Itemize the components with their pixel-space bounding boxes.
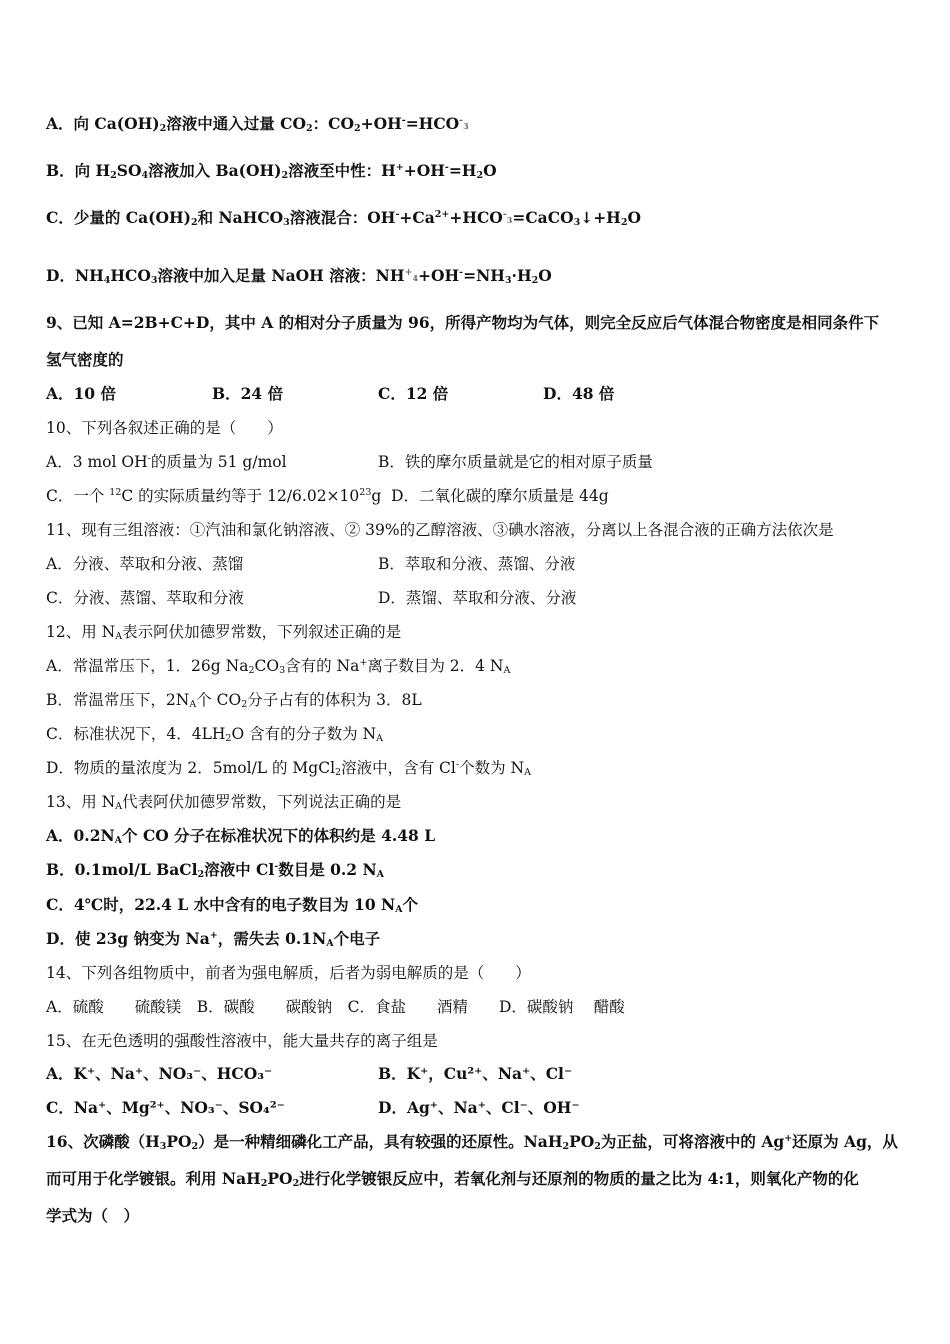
q11-option-d: D．蒸馏、萃取和分液、分液 — [378, 589, 577, 607]
q12-option-d: D．物质的量浓度为 2．5mol/L 的 MgCl$_2$溶液中，含有 Cl-个数为 $N_A$ — [46, 759, 531, 778]
q10-option-c: C．一个 $^{12}$C 的实际质量约等于 $12/6.02\times 10^{23}g$ — [46, 487, 382, 505]
q11-option-c: C．分液、蒸馏、萃取和分液 — [46, 589, 244, 607]
q13-option-c: C．4℃时，22.4 L 水中含有的电子数目为 10 $N_A$个 — [46, 895, 419, 915]
q10-options-row2 — [46, 486, 609, 506]
q10-options-row1 — [46, 452, 653, 472]
q15-options-row1 — [46, 1064, 573, 1084]
q15-option-a: A．K⁺、Na⁺、NO₃⁻、HCO₃⁻ — [46, 1064, 273, 1083]
q9-option-b: B．24 倍 — [212, 384, 284, 403]
q11-option-b: B．萃取和分液、蒸馏、分液 — [378, 555, 576, 573]
q13-stem: 13、用 $N_A$代表阿伏加德罗常数，下列说法正确的是 — [46, 793, 402, 812]
q14-stem: 14、下列各组物质中，前者为强电解质，后者为弱电解质的是（ ） — [46, 964, 531, 982]
q16-stem-line1: 16、次磷酸$(H_3PO_2)$是一种精细磷化工产品，具有较强的还原性。$NaH_2PO_2$为正盐，可将溶液中的 Ag+还原为 Ag，从 — [46, 1132, 898, 1152]
q16-stem-line2: 而可用于化学镀银。利用 $NaH_2PO_2$进行化学镀银反应中，若氧化剂与还原剂的物质的量之比为 4:1，则氧化产物的化 — [46, 1169, 859, 1189]
q15-option-c: C．Na⁺、Mg²⁺、NO₃⁻、SO₄²⁻ — [46, 1098, 285, 1117]
q10-option-d: D．二氧化碳的摩尔质量是 44g — [391, 487, 609, 505]
q12-stem: 12、用 $N_A$表示阿伏加德罗常数，下列叙述正确的是 — [46, 623, 402, 642]
q10-stem: 10、下列各叙述正确的是（ ） — [46, 419, 283, 437]
q11-options-row1 — [46, 554, 576, 574]
q10-option-b: B．铁的摩尔质量就是它的相对原子质量 — [378, 453, 653, 471]
q8-option-c: C．少量的 $Ca(OH)_2$和 NaHCO$_3$溶液混合：$OH^-+Ca^{2+}+HCO^-3=CaCO_3↓+H_2O$ — [46, 208, 641, 228]
q9-option-a: A．10 倍 — [46, 384, 116, 403]
q12-option-b: B．常温常压下，$2N_A$个 $CO_2$分子占有的体积为 3．8L — [46, 691, 422, 710]
q12-option-a: A．常温常压下，1．26g $Na_2CO_3$含有的 Na+离子数目为 2．4 $N_A$ — [46, 657, 511, 676]
q9-stem-line2: 氢气密度的 — [46, 350, 124, 369]
q11-option-a: A．分液、萃取和分液、蒸馏 — [46, 555, 244, 573]
q13-option-d: D．使 23g 钠变为 Na+，需失去 $0.1N_A$个电子 — [46, 929, 381, 949]
q9-stem-line1: 9、已知 A=2B+C+D，其中 A 的相对分子质量为 96，所得产物均为气体，则完全反应后气体混合物密度是相同条件下 — [46, 313, 880, 332]
q15-stem: 15、在无色透明的强酸性溶液中，能大量共存的离子组是 — [46, 1032, 438, 1050]
q15-option-b: B．K⁺，Cu²⁺、Na⁺、Cl⁻ — [378, 1064, 573, 1083]
q11-stem: 11、现有三组溶液：①汽油和氯化钠溶液、② 39%的乙醇溶液、③碘水溶液，分离以上各混合液的正确方法依次是 — [46, 521, 834, 539]
q9-option-d: D．48 倍 — [543, 384, 615, 403]
q10-option-a: A．3 mol OH-的质量为 51 g/mol — [46, 453, 287, 471]
q8-option-a: A．向 $Ca(OH)_2$溶液中通入过量 $CO_2$：$CO_2+OH^-=HCO^-3$ — [46, 114, 469, 134]
q15-option-d: D．Ag⁺、Na⁺、Cl⁻、OH⁻ — [378, 1098, 580, 1117]
q8-option-b: B．向 $H_2SO_4$溶液加入 $Ba(OH)_2$溶液至中性：$H^++OH^-=H_2O$ — [46, 161, 497, 181]
q16-stem-line3: 学式为（ ） — [46, 1206, 140, 1225]
q13-option-b: B．0.1mol/L BaCl$_2$溶液中 Cl-数目是 0.2 $N_A$ — [46, 860, 385, 880]
q13-option-a: A．$0.2N_A$个 CO 分子在标准状况下的体积约是 4.48 L — [46, 826, 436, 846]
q9-option-c: C．12 倍 — [378, 384, 449, 403]
q11-options-row2 — [46, 588, 577, 608]
q14-options: A．硫酸 硫酸镁 B．碳酸 碳酸钠 C．食盐 酒精 D．碳酸钠 醋酸 — [46, 998, 625, 1016]
q15-options-row2 — [46, 1098, 580, 1118]
q8-option-d: D．$NH_4HCO_3$溶液中加入足量 NaOH 溶液：$NH^+4+OH^-=NH_3\cdot H_2O$ — [46, 266, 552, 286]
q12-option-c: C．标准状况下，4．$4LH_2O$ 含有的分子数为 $N_A$ — [46, 725, 383, 744]
